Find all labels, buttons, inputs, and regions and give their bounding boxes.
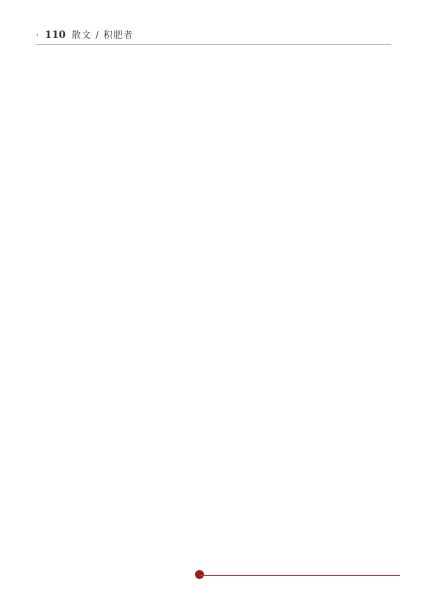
- article-body: [36, 68, 391, 560]
- left-column: [36, 68, 204, 560]
- page-number: 110: [44, 30, 66, 41]
- header-separator: ·: [36, 31, 39, 41]
- header-rule: [36, 44, 391, 45]
- right-column: [223, 68, 391, 560]
- column-title: 散文 / 积肥者: [71, 31, 134, 41]
- running-head: [36, 28, 134, 41]
- footer-rule: [200, 575, 400, 576]
